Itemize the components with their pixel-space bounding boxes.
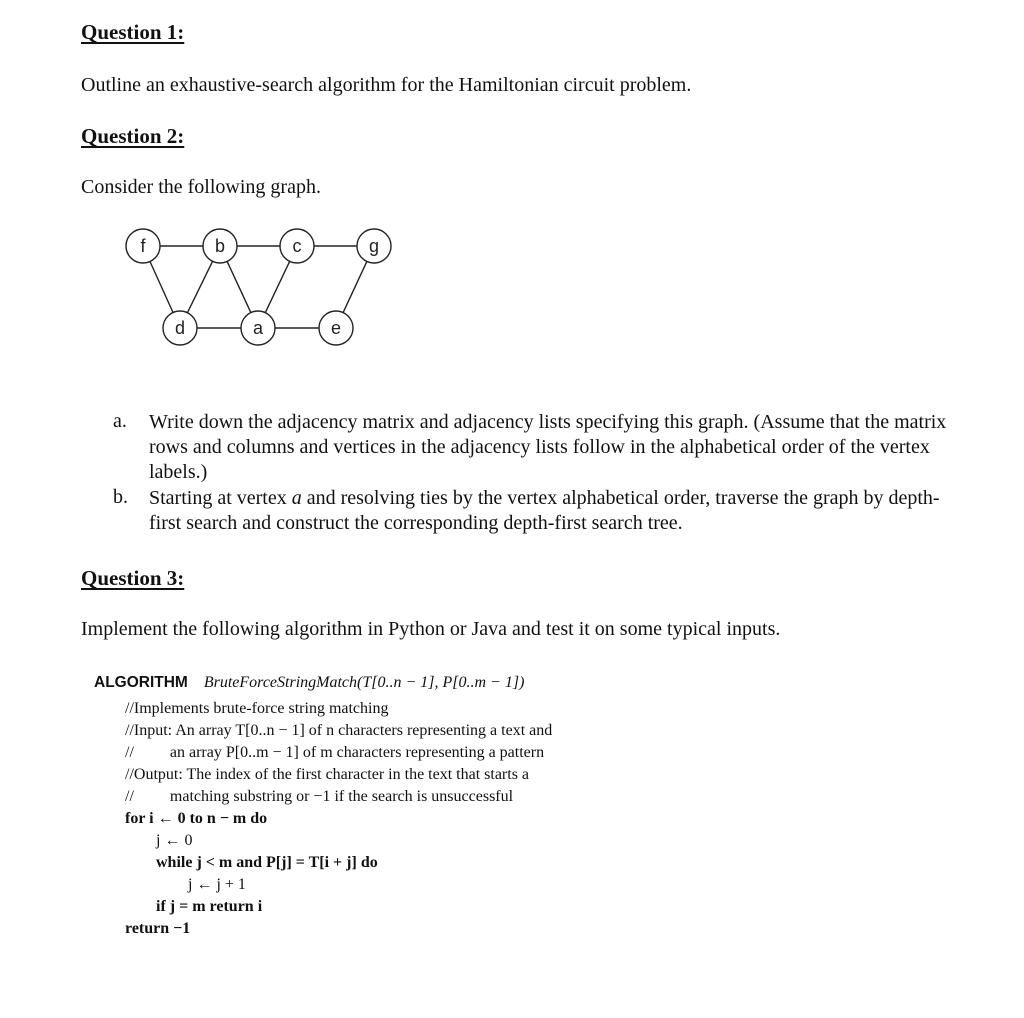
- question-3-text: Implement the following algorithm in Python or Java and test it on some typical inputs.: [81, 618, 781, 640]
- algo-line-10: if j = m return i: [156, 898, 263, 915]
- algo-line-5: // matching substring or −1 if the search is unsuccessful: [125, 788, 514, 805]
- question-1-text: Outline an exhaustive-search algorithm for the Hamiltonian circuit problem.: [81, 74, 692, 96]
- edge-b-d: [187, 261, 212, 312]
- vertex-b-label: b: [214, 236, 226, 256]
- question-3-heading: Question 3:: [81, 566, 185, 590]
- edge-c-a: [265, 261, 289, 312]
- item-b-text-part-1: Starting at vertex: [149, 487, 292, 509]
- vertex-e: [319, 311, 353, 345]
- algo-line-6: for i ← 0 to n − m do: [125, 810, 268, 827]
- vertex-d: [163, 311, 197, 345]
- question-1-heading: Question 1:: [81, 20, 185, 44]
- vertex-d-label: d: [174, 318, 186, 338]
- vertex-e-label: e: [330, 318, 342, 338]
- question-2-heading: Question 2:: [81, 124, 185, 148]
- algorithm-header: [94, 674, 524, 692]
- vertex-c-label: c: [292, 236, 302, 256]
- algo-line-1: //Implements brute-force string matching: [125, 700, 389, 717]
- item-a-text: Write down the adjacency matrix and adjacency lists specifying this graph. (Assume that the matrix rows and columns and vertices in the adjacency lists follow in the alphabetical order of the vertex labels.): [149, 411, 947, 483]
- vertex-b: [203, 229, 237, 263]
- edge-g-e: [343, 261, 367, 312]
- question-2-intro: Consider the following graph.: [81, 176, 321, 198]
- edge-b-a: [227, 261, 251, 312]
- item-b-text-part-2: and resolving ties by the vertex alphabetical order, traverse the graph by depth-first search and construct the corresponding depth-first search tree.: [149, 487, 940, 534]
- algo-line-4: //Output: The index of the first character in the text that starts a: [125, 766, 530, 783]
- algo-line-2: //Input: An array T[0..n − 1] of n characters representing a text and: [125, 722, 553, 739]
- graph-diagram: [110, 222, 410, 352]
- vertex-g: [357, 229, 391, 263]
- vertex-g-label: g: [368, 236, 380, 256]
- algo-line-3: // an array P[0..m − 1] of m characters representing a pattern: [125, 744, 545, 761]
- algorithm-signature: BruteForceStringMatch(T[0..n − 1], P[0..m − 1]): [203, 674, 525, 691]
- algo-line-8: while j < m and P[j] = T[i + j] do: [156, 854, 378, 871]
- vertex-f: [126, 229, 160, 263]
- vertex-f-label: f: [140, 236, 146, 256]
- algo-line-7: j ← 0: [156, 832, 193, 849]
- item-b-text: [149, 486, 969, 536]
- algorithm-keyword: ALGORITHM: [94, 674, 188, 691]
- item-b-vertex: a: [291, 487, 302, 509]
- vertex-a: [241, 311, 275, 345]
- vertex-a-label: a: [252, 318, 264, 338]
- item-a-letter: a.: [113, 410, 127, 432]
- vertex-c: [280, 229, 314, 263]
- item-b-letter: b.: [113, 486, 128, 508]
- algo-line-11: return −1: [125, 920, 191, 937]
- algo-line-9: j ← j + 1: [188, 876, 246, 893]
- edge-f-d: [150, 261, 173, 312]
